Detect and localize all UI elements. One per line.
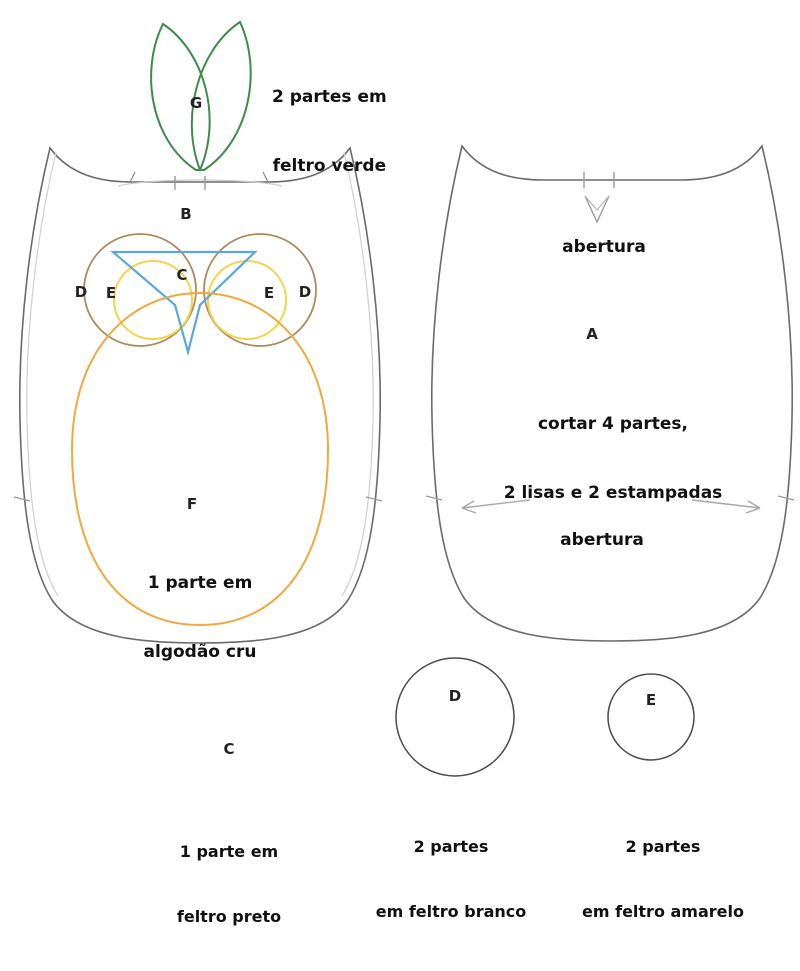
letter-e-right: E xyxy=(263,284,275,302)
eye-outer-circles xyxy=(84,234,316,346)
letter-c-piece: C xyxy=(223,740,235,758)
opening-bottom-label: abertura xyxy=(560,530,644,550)
letter-g: G xyxy=(189,94,203,112)
letter-e-left: E xyxy=(105,284,117,302)
letter-f: F xyxy=(186,495,198,513)
eye-yellow-note xyxy=(582,793,744,966)
eye-white-note-line1: 2 partes xyxy=(413,837,489,857)
eye-white-circle xyxy=(396,658,514,776)
letter-e-circle: E xyxy=(645,691,657,709)
eye-yellow-circle xyxy=(608,674,694,760)
back-cut-note-line1: cortar 4 partes, xyxy=(537,413,689,434)
leaf-note xyxy=(272,40,387,224)
eye-yellow-note-line1: 2 partes xyxy=(625,837,701,857)
belly-note-line2: algodão cru xyxy=(143,641,257,662)
opening-top-label: abertura xyxy=(562,237,646,257)
belly-note xyxy=(125,526,275,710)
letter-b: B xyxy=(180,205,192,223)
back-cut-note-line2: 2 lisas e 2 estampadas xyxy=(503,482,723,503)
eye-yellow-note-line2: em feltro amarelo xyxy=(582,901,744,921)
letter-a: A xyxy=(586,325,598,343)
leaf-note-line2: feltro verde xyxy=(272,155,387,176)
beak-note-line1: 1 parte em xyxy=(179,842,279,862)
letter-d-right: D xyxy=(298,283,312,301)
beak-note xyxy=(177,798,281,971)
back-cut-note xyxy=(504,367,723,551)
beak-note-line2: feltro preto xyxy=(176,906,282,926)
letter-d-circle: D xyxy=(448,687,462,705)
letter-d-left: D xyxy=(74,283,88,301)
belly-note-line1: 1 parte em xyxy=(147,572,253,593)
letter-c-front: C xyxy=(176,266,188,284)
eye-white-note xyxy=(376,793,527,966)
eye-inner-circles xyxy=(114,261,286,339)
eye-white-note-line2: em feltro branco xyxy=(375,901,527,921)
leaf-note-line1: 2 partes em xyxy=(272,86,387,107)
